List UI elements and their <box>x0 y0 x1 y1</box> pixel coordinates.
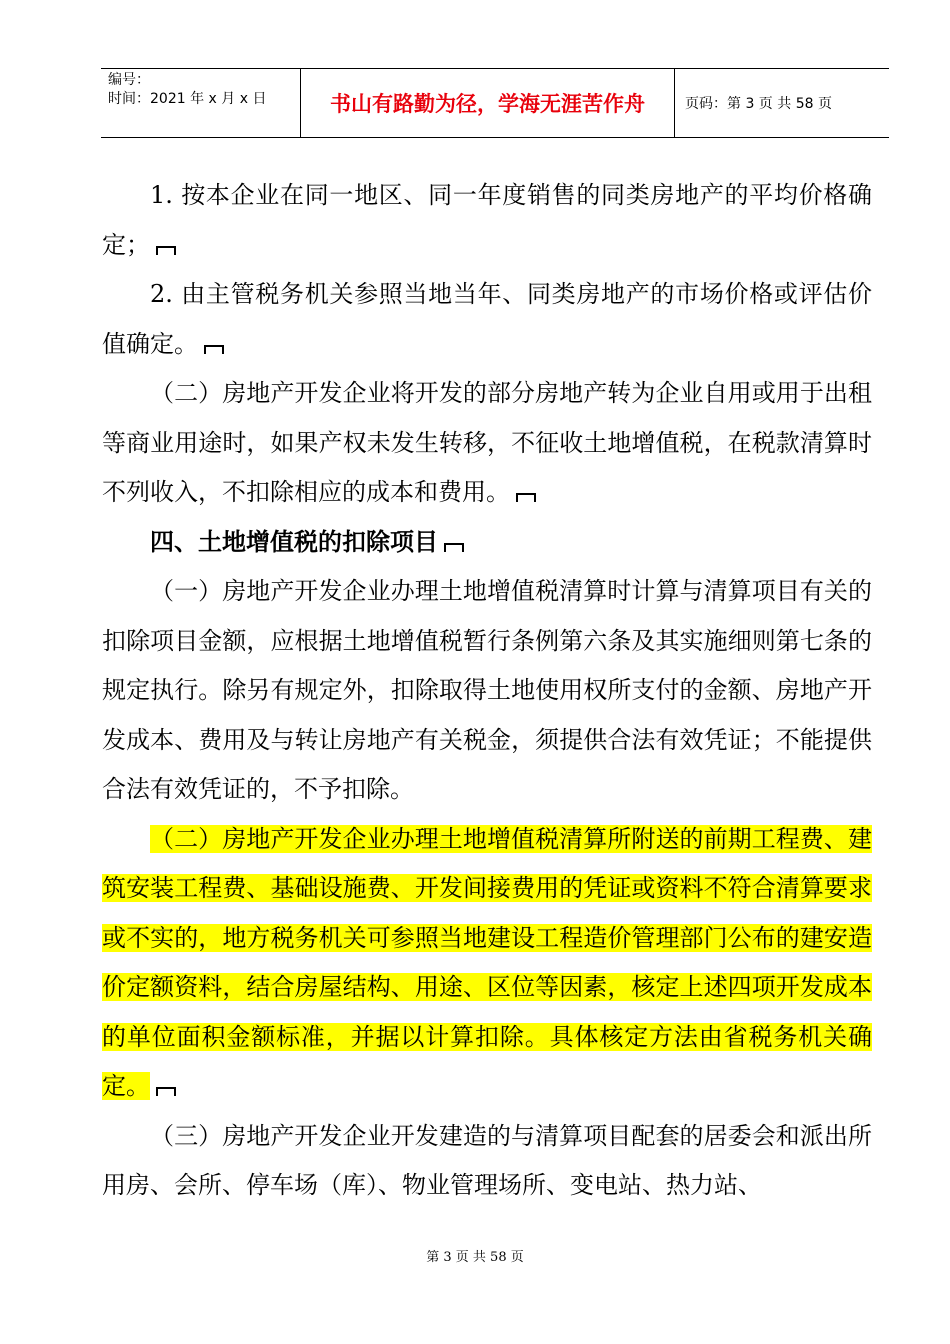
paragraph-mark-icon <box>444 543 464 552</box>
header-page-info: 页码：第 3 页 共 58 页 <box>685 96 832 112</box>
paragraph-mark-icon <box>156 1087 176 1096</box>
header-motto: 书山有路勤为径，学海无涯苦作舟 <box>301 69 675 137</box>
paragraph-deduction-1: （一）房地产开发企业办理土地增值税清算时计算与清算项目有关的扣除项目金额，应根据土地增值税暂行条例第六条及其实施细则第七条的规定执行。除另有规定外，扣除取得土地使用权所支付的金额、房地产开发成本、费用及与转让房地产有关税金，须提供合法有效凭证；不能提供合法有效凭证的，不予扣除。 <box>102 577 872 803</box>
section-heading: 四、土地增值税的扣除项目 <box>102 518 872 568</box>
paragraph-mark-icon <box>516 493 536 502</box>
time-label: 时间：2021 年 x 月 x 日 <box>108 91 267 107</box>
paragraph-mark-icon <box>204 345 224 354</box>
paragraph-item-1: 1. 按本企业在同一地区、同一年度销售的同类房地产的平均价格确定； <box>102 181 872 259</box>
header-meta <box>101 69 301 137</box>
paragraph-deduction-2-highlighted: （二）房地产开发企业办理土地增值税清算所附送的前期工程费、建筑安装工程费、基础设施费、开发间接费用的凭证或资料不符合清算要求或不实的，地方税务机关可参照当地建设工程造价管理部门公布的建安造价定额资料，结合房屋结构、用途、区位等因素，核定上述四项开发成本的单位面积金额标准，并据以计算扣除。具体核定方法由省税务机关确定。 <box>102 824 872 1100</box>
paragraph-item-2: 2. 由主管税务机关参照当地当年、同类房地产的市场价格或评估价值确定。 <box>102 280 872 358</box>
serial-label: 编号： <box>108 72 150 88</box>
page-header <box>101 68 889 138</box>
paragraph-section-2: （二）房地产开发企业将开发的部分房地产转为企业自用或用于出租等商业用途时，如果产权未发生转移，不征收土地增值税，在税款清算时不列收入，不扣除相应的成本和费用。 <box>102 379 872 506</box>
paragraph-mark-icon <box>156 246 176 255</box>
document-body <box>102 171 872 1211</box>
page-footer: 第 3 页 共 58 页 <box>426 1250 524 1265</box>
paragraph-deduction-3: （三）房地产开发企业开发建造的与清算项目配套的居委会和派出所用房、会所、停车场（库）、物业管理场所、变电站、热力站、 <box>102 1121 872 1199</box>
